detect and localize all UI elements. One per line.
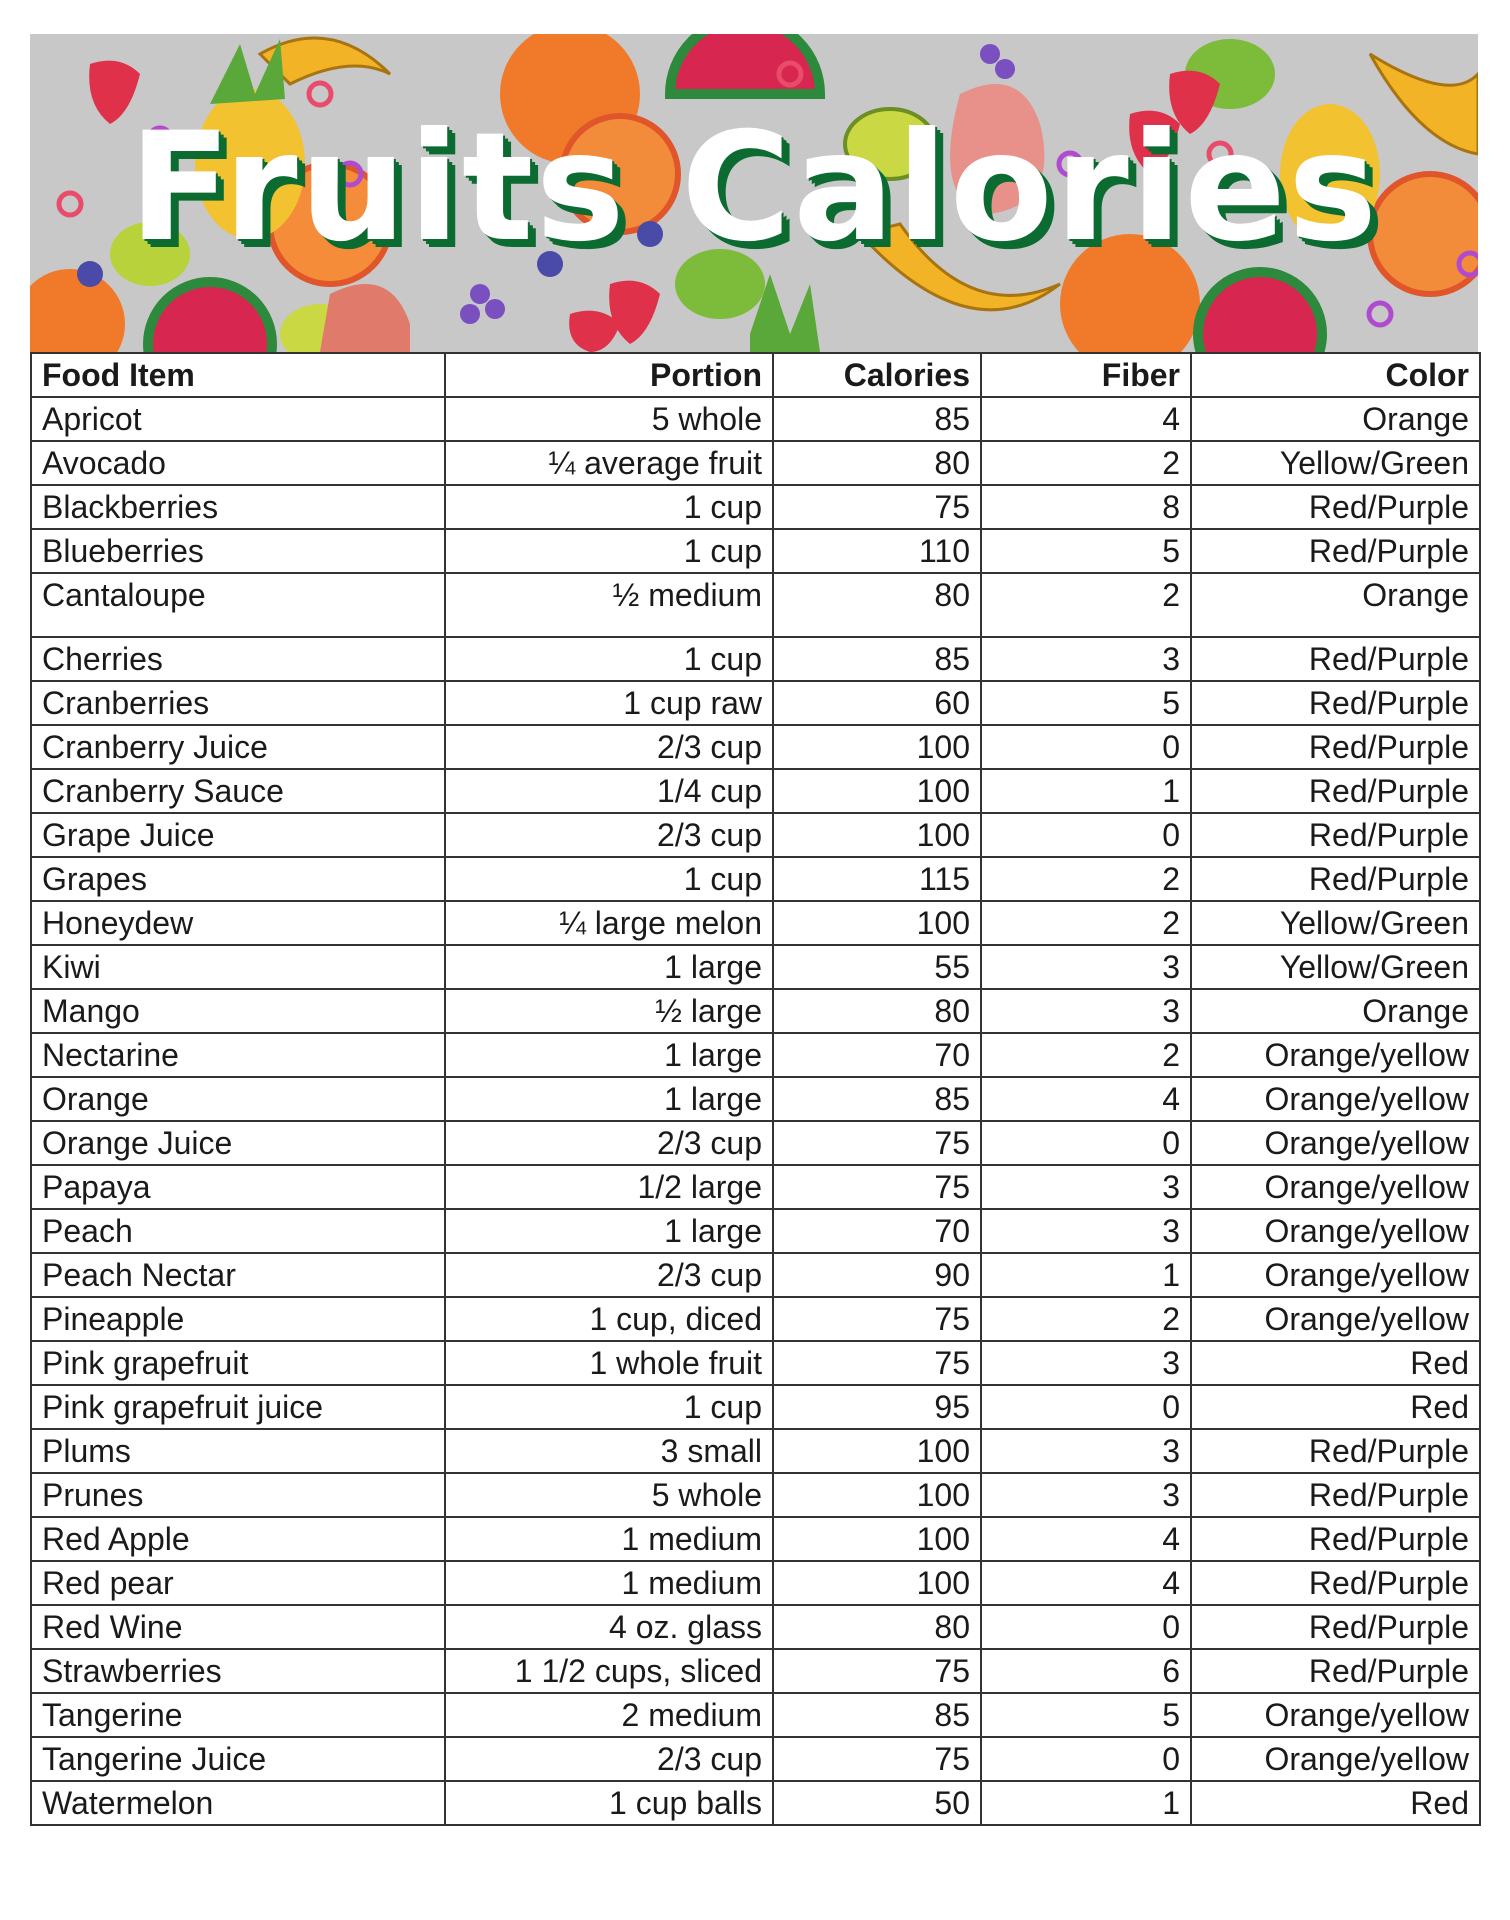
calories-cell: 100	[773, 901, 981, 945]
table-row	[31, 813, 1480, 857]
color-cell: Red	[1191, 1341, 1480, 1385]
calories-cell: 115	[773, 857, 981, 901]
portion-cell: 1 cup	[445, 637, 773, 681]
calories-cell: 75	[773, 1121, 981, 1165]
food-item-cell: Watermelon	[31, 1781, 445, 1825]
fiber-cell: 3	[981, 1165, 1191, 1209]
color-cell: Orange/yellow	[1191, 1033, 1480, 1077]
fiber-cell: 4	[981, 397, 1191, 441]
header-fiber: Fiber	[981, 353, 1191, 397]
calories-cell: 85	[773, 1693, 981, 1737]
calories-cell: 85	[773, 397, 981, 441]
header-color: Color	[1191, 353, 1480, 397]
table-row	[31, 1473, 1480, 1517]
fiber-cell: 0	[981, 813, 1191, 857]
food-item-cell: Prunes	[31, 1473, 445, 1517]
color-cell: Orange/yellow	[1191, 1297, 1480, 1341]
fiber-cell: 0	[981, 1121, 1191, 1165]
fiber-cell: 3	[981, 945, 1191, 989]
calories-cell: 100	[773, 1473, 981, 1517]
portion-cell: 2/3 cup	[445, 1121, 773, 1165]
food-item-cell: Avocado	[31, 441, 445, 485]
food-item-cell: Peach	[31, 1209, 445, 1253]
portion-cell: 2 medium	[445, 1693, 773, 1737]
portion-cell: 1 large	[445, 1209, 773, 1253]
table-row	[31, 1385, 1480, 1429]
portion-cell: ¼ large melon	[445, 901, 773, 945]
table-header-row	[31, 353, 1480, 397]
portion-cell: 5 whole	[445, 1473, 773, 1517]
color-cell: Orange/yellow	[1191, 1077, 1480, 1121]
fiber-cell: 0	[981, 1605, 1191, 1649]
color-cell: Red/Purple	[1191, 1429, 1480, 1473]
fiber-cell: 4	[981, 1077, 1191, 1121]
color-cell: Orange	[1191, 573, 1480, 637]
header-calories: Calories	[773, 353, 981, 397]
calories-cell: 80	[773, 441, 981, 485]
table-row	[31, 1209, 1480, 1253]
color-cell: Red/Purple	[1191, 1473, 1480, 1517]
color-cell: Red/Purple	[1191, 1649, 1480, 1693]
food-item-cell: Cantaloupe	[31, 573, 445, 637]
color-cell: Red	[1191, 1781, 1480, 1825]
page-title: Fruits Calories	[128, 101, 1380, 275]
table-row	[31, 529, 1480, 573]
table-row	[31, 1429, 1480, 1473]
fiber-cell: 5	[981, 529, 1191, 573]
table-row	[31, 681, 1480, 725]
food-item-cell: Papaya	[31, 1165, 445, 1209]
table-row	[31, 1253, 1480, 1297]
calories-cell: 80	[773, 989, 981, 1033]
calories-cell: 100	[773, 1561, 981, 1605]
table-row	[31, 397, 1480, 441]
portion-cell: 5 whole	[445, 397, 773, 441]
food-item-cell: Nectarine	[31, 1033, 445, 1077]
food-item-cell: Grapes	[31, 857, 445, 901]
calories-cell: 95	[773, 1385, 981, 1429]
portion-cell: 1 cup	[445, 857, 773, 901]
fiber-cell: 4	[981, 1517, 1191, 1561]
fiber-cell: 8	[981, 485, 1191, 529]
portion-cell: 1 1/2 cups, sliced	[445, 1649, 773, 1693]
portion-cell: 1 large	[445, 1077, 773, 1121]
color-cell: Red/Purple	[1191, 813, 1480, 857]
table-row	[31, 573, 1480, 637]
food-item-cell: Blackberries	[31, 485, 445, 529]
color-cell: Yellow/Green	[1191, 901, 1480, 945]
calories-cell: 75	[773, 1737, 981, 1781]
portion-cell: 1/2 large	[445, 1165, 773, 1209]
food-item-cell: Cranberries	[31, 681, 445, 725]
portion-cell: 1 whole fruit	[445, 1341, 773, 1385]
food-item-cell: Orange	[31, 1077, 445, 1121]
calories-cell: 100	[773, 725, 981, 769]
table-body	[31, 397, 1480, 1825]
food-item-cell: Mango	[31, 989, 445, 1033]
food-item-cell: Grape Juice	[31, 813, 445, 857]
food-item-cell: Kiwi	[31, 945, 445, 989]
table-row	[31, 1033, 1480, 1077]
food-item-cell: Pink grapefruit	[31, 1341, 445, 1385]
fiber-cell: 3	[981, 1473, 1191, 1517]
table-row	[31, 1297, 1480, 1341]
fiber-cell: 2	[981, 857, 1191, 901]
table-row	[31, 1561, 1480, 1605]
table-row	[31, 1693, 1480, 1737]
portion-cell: 2/3 cup	[445, 725, 773, 769]
food-item-cell: Red Wine	[31, 1605, 445, 1649]
fiber-cell: 1	[981, 1781, 1191, 1825]
color-cell: Yellow/Green	[1191, 441, 1480, 485]
food-item-cell: Peach Nectar	[31, 1253, 445, 1297]
calories-cell: 55	[773, 945, 981, 989]
calories-cell: 85	[773, 637, 981, 681]
calories-cell: 50	[773, 1781, 981, 1825]
fiber-cell: 2	[981, 573, 1191, 637]
food-item-cell: Orange Juice	[31, 1121, 445, 1165]
fiber-cell: 2	[981, 1033, 1191, 1077]
calories-cell: 75	[773, 485, 981, 529]
portion-cell: 1 cup raw	[445, 681, 773, 725]
fiber-cell: 2	[981, 441, 1191, 485]
food-item-cell: Pink grapefruit juice	[31, 1385, 445, 1429]
color-cell: Red/Purple	[1191, 485, 1480, 529]
calories-cell: 90	[773, 1253, 981, 1297]
food-item-cell: Tangerine	[31, 1693, 445, 1737]
fiber-cell: 2	[981, 1297, 1191, 1341]
calories-cell: 100	[773, 1429, 981, 1473]
fruit-banner	[30, 34, 1478, 352]
table-row	[31, 989, 1480, 1033]
portion-cell: 1 large	[445, 945, 773, 989]
food-item-cell: Red Apple	[31, 1517, 445, 1561]
fiber-cell: 6	[981, 1649, 1191, 1693]
portion-cell: 3 small	[445, 1429, 773, 1473]
portion-cell: 2/3 cup	[445, 813, 773, 857]
calories-cell: 75	[773, 1341, 981, 1385]
calories-cell: 100	[773, 769, 981, 813]
calories-cell: 75	[773, 1165, 981, 1209]
calories-cell: 85	[773, 1077, 981, 1121]
fruit-calories-table	[30, 352, 1481, 1826]
fiber-cell: 3	[981, 1209, 1191, 1253]
table-row	[31, 1737, 1480, 1781]
color-cell: Red/Purple	[1191, 769, 1480, 813]
portion-cell: ¼ average fruit	[445, 441, 773, 485]
food-item-cell: Apricot	[31, 397, 445, 441]
color-cell: Red/Purple	[1191, 1605, 1480, 1649]
fiber-cell: 3	[981, 1429, 1191, 1473]
portion-cell: ½ large	[445, 989, 773, 1033]
table-row	[31, 725, 1480, 769]
fiber-cell: 3	[981, 1341, 1191, 1385]
color-cell: Orange/yellow	[1191, 1693, 1480, 1737]
portion-cell: 1 cup balls	[445, 1781, 773, 1825]
table-row	[31, 637, 1480, 681]
calories-cell: 80	[773, 573, 981, 637]
calories-cell: 70	[773, 1033, 981, 1077]
color-cell: Red/Purple	[1191, 529, 1480, 573]
fiber-cell: 3	[981, 637, 1191, 681]
color-cell: Yellow/Green	[1191, 945, 1480, 989]
food-item-cell: Strawberries	[31, 1649, 445, 1693]
portion-cell: 1 medium	[445, 1517, 773, 1561]
table-row	[31, 769, 1480, 813]
color-cell: Orange/yellow	[1191, 1121, 1480, 1165]
fiber-cell: 5	[981, 681, 1191, 725]
food-item-cell: Pineapple	[31, 1297, 445, 1341]
table-row	[31, 1649, 1480, 1693]
portion-cell: 1 cup	[445, 485, 773, 529]
table-row	[31, 1077, 1480, 1121]
color-cell: Red/Purple	[1191, 725, 1480, 769]
portion-cell: 1 medium	[445, 1561, 773, 1605]
fiber-cell: 2	[981, 901, 1191, 945]
portion-cell: 1 cup, diced	[445, 1297, 773, 1341]
color-cell: Red/Purple	[1191, 637, 1480, 681]
color-cell: Red/Purple	[1191, 1517, 1480, 1561]
fiber-cell: 0	[981, 1737, 1191, 1781]
portion-cell: 4 oz. glass	[445, 1605, 773, 1649]
fiber-cell: 5	[981, 1693, 1191, 1737]
table-row	[31, 857, 1480, 901]
table-row	[31, 441, 1480, 485]
table-row	[31, 1517, 1480, 1561]
table-row	[31, 901, 1480, 945]
calories-cell: 75	[773, 1649, 981, 1693]
color-cell: Red/Purple	[1191, 1561, 1480, 1605]
calories-cell: 70	[773, 1209, 981, 1253]
calories-cell: 60	[773, 681, 981, 725]
portion-cell: 2/3 cup	[445, 1737, 773, 1781]
fiber-cell: 1	[981, 1253, 1191, 1297]
portion-cell: 1 large	[445, 1033, 773, 1077]
color-cell: Red	[1191, 1385, 1480, 1429]
food-item-cell: Cherries	[31, 637, 445, 681]
header-portion: Portion	[445, 353, 773, 397]
portion-cell: 2/3 cup	[445, 1253, 773, 1297]
calories-cell: 75	[773, 1297, 981, 1341]
calories-cell: 100	[773, 813, 981, 857]
portion-cell: ½ medium	[445, 573, 773, 637]
food-item-cell: Plums	[31, 1429, 445, 1473]
color-cell: Red/Purple	[1191, 857, 1480, 901]
header-food-item: Food Item	[31, 353, 445, 397]
fiber-cell: 4	[981, 1561, 1191, 1605]
color-cell: Orange/yellow	[1191, 1253, 1480, 1297]
table-row	[31, 485, 1480, 529]
color-cell: Orange/yellow	[1191, 1737, 1480, 1781]
table-row	[31, 1165, 1480, 1209]
food-item-cell: Blueberries	[31, 529, 445, 573]
table-row	[31, 1605, 1480, 1649]
color-cell: Orange	[1191, 989, 1480, 1033]
portion-cell: 1 cup	[445, 529, 773, 573]
table-row	[31, 945, 1480, 989]
fiber-cell: 1	[981, 769, 1191, 813]
color-cell: Red/Purple	[1191, 681, 1480, 725]
portion-cell: 1 cup	[445, 1385, 773, 1429]
food-item-cell: Cranberry Sauce	[31, 769, 445, 813]
color-cell: Orange/yellow	[1191, 1165, 1480, 1209]
food-item-cell: Tangerine Juice	[31, 1737, 445, 1781]
food-item-cell: Cranberry Juice	[31, 725, 445, 769]
fiber-cell: 0	[981, 725, 1191, 769]
table-row	[31, 1341, 1480, 1385]
fiber-cell: 0	[981, 1385, 1191, 1429]
food-item-cell: Honeydew	[31, 901, 445, 945]
table-row	[31, 1781, 1480, 1825]
calories-cell: 100	[773, 1517, 981, 1561]
table-row	[31, 1121, 1480, 1165]
color-cell: Orange	[1191, 397, 1480, 441]
calories-cell: 80	[773, 1605, 981, 1649]
calories-cell: 110	[773, 529, 981, 573]
color-cell: Orange/yellow	[1191, 1209, 1480, 1253]
food-item-cell: Red pear	[31, 1561, 445, 1605]
fiber-cell: 3	[981, 989, 1191, 1033]
portion-cell: 1/4 cup	[445, 769, 773, 813]
